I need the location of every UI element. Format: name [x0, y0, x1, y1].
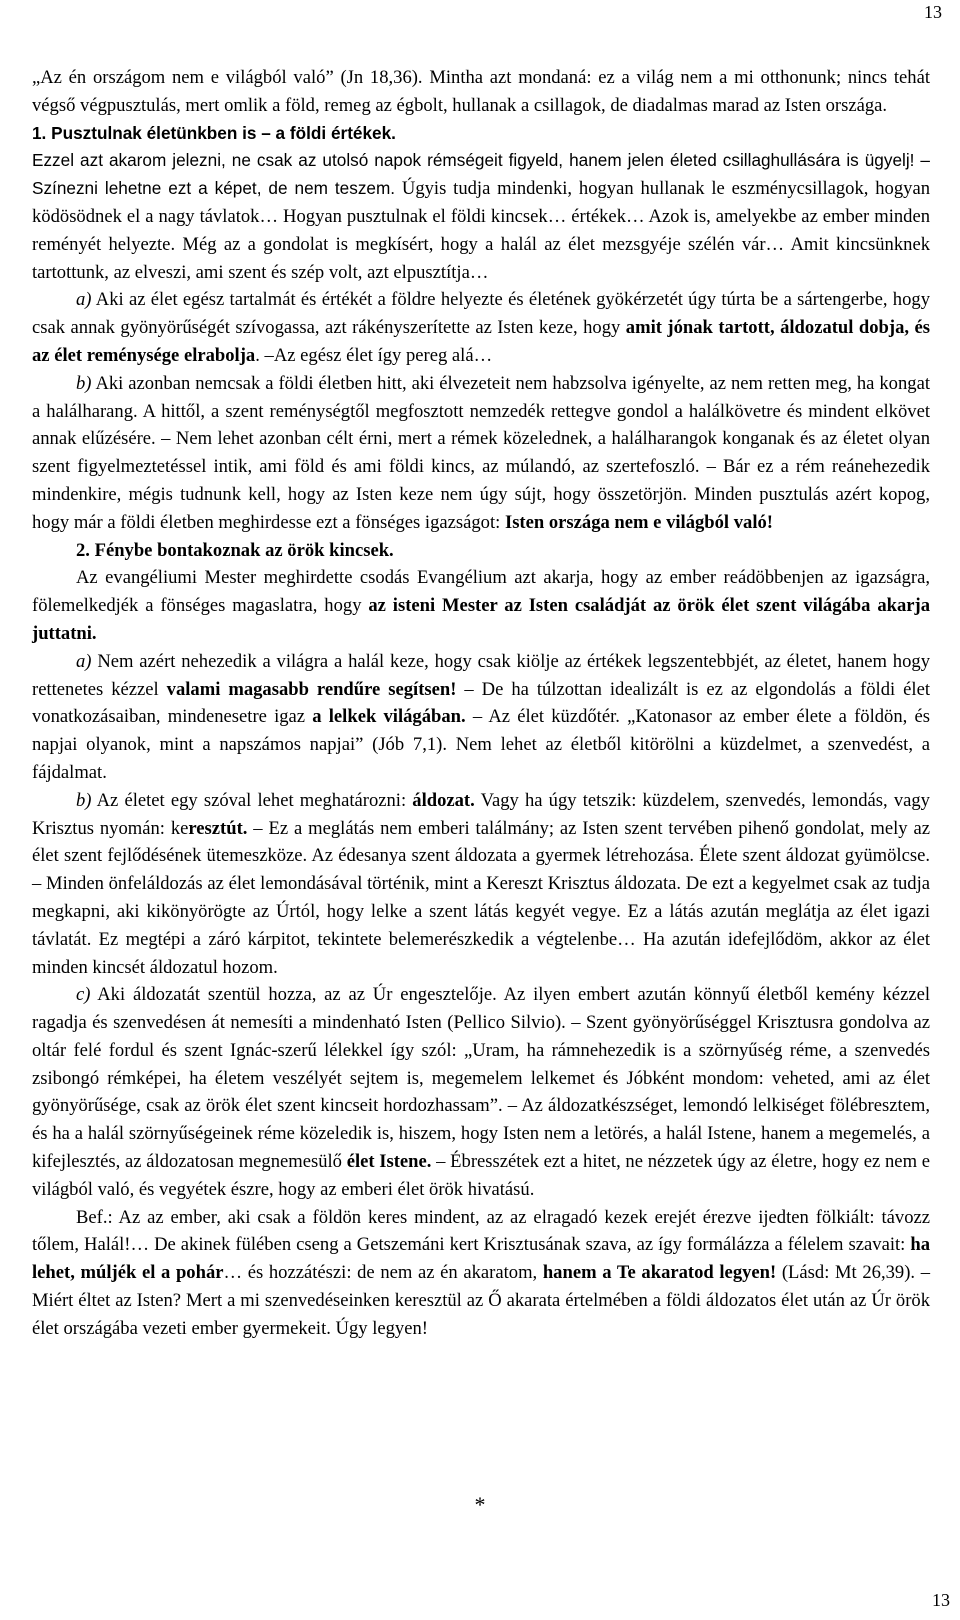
text-run: Az evangéliumi Mester meghirdette csodás Evangélium azt akarja, hogy az ember reádöbbenjen az igazságra, fölemelkedjék a fönséges magaslatra, hogy — [32, 567, 930, 617]
text-run: – Ez a meglátás nem emberi találmány; az Isten szent tervében pihenő gondolat, mely az élet szent fejlődésének ütemeszköze. Az édesanya szent áldozata a gyermek létrehozása. Élete szent áldozat gyümölcse. – Minden önfeláldozás az élet lemondásával történik, mint a Kereszt Krisztus áldozata. De ezt a kegyelmet csak az tudja megkapni, aki kikönyörögte az Úrtól, hogy lelke a szent látás kegyét vegye. Ez a látás azután meglátja az élet igazi távlatát. Ez megtépi a záró kárpitot, tekintete belemerészkedik a végtelenbe… Ha azután idefejlődöm, akkor az élet minden kincsét áldozatul hozom. — [32, 817, 930, 978]
text-run: ha lehet, múljék el a pohár — [32, 1234, 930, 1284]
text-run: az isteni Mester az Isten családját az örök élet szent világába akarja juttatni. — [32, 595, 930, 644]
text-run: … és hozzátészi: de nem az én akaratom, — [223, 1262, 543, 1284]
paragraph-p-b — [32, 370, 930, 537]
text-run: b) — [76, 372, 92, 394]
paragraph-p-section-2 — [32, 564, 930, 647]
text-run: Nem azért nehezedik a világra a halál keze, hogy csak kiölje az értékek legszentebbjét, az életet, hanem hogy rettenetes kézzel — [32, 650, 930, 700]
document-body — [32, 64, 930, 1343]
text-run: – De ha túlzottan idealizált is ez az elgondolás a földi élet vonatkozásaiban, mindenesetre igaz — [32, 678, 930, 728]
text-run: áldozat. — [412, 789, 475, 811]
text-run: Vagy ha úgy tetszik: küzdelem, szenvedés, lemondás, vagy Krisztus nyomán: ke — [32, 789, 930, 839]
text-run: 2. Fénybe bontakoznak az örök kincsek. — [76, 539, 394, 561]
paragraph-p-2c — [32, 981, 930, 1203]
paragraph-p-a — [32, 286, 930, 369]
text-run: Aki áldozatát szentül hozza, az az Úr engesztelője. Az ilyen embert azután könnyű életből kemény kézzel ragadja és szenvedésen át nemesíti a mindenható Isten (Pellico Silvio). – Szent gyönyörűséggel Krisztusra gondolva az oltár felé fordul és szent Ignác-szerű lélekkel így szól: „Uram, ha rámnehezedik is a szörnyűség réme, a szenvedés zsibongó rémképei, ha életem veszélyét sejtem is, megemelem lelkemet és Jóbként mondom: veheted, ami az élet gyönyörűsége, csak az örök élet szent kincseit hordozhassam”. – Az áldozatkészséget, lemondó lelkiséget fölébresztem, és ha a halál szörnyűségeinek réme közeledik is, hiszem, hogy Isten nem a letörés, a halál Istene, hanem a megemelés, a kifejlesztés, az áldozatosan megnemesülő — [32, 984, 930, 1173]
text-run: b) — [76, 789, 92, 811]
text-run: „Az én országom nem e világból való” (Jn 18,36). Mintha azt mondaná: ez a világ nem a mi otthonunk; nincs tehát végső végpusztulás, mert omlik a föld, remeg az égbolt, hullanak a csillagok, de diadalmas marad az Isten országa. — [32, 67, 930, 116]
text-run: a) — [76, 650, 92, 672]
paragraph-p-section-1 — [32, 147, 930, 286]
paragraph-p-2b — [32, 787, 930, 982]
page-number-bottom: 13 — [932, 1590, 950, 1610]
text-run: Úgyis tudja mindenki, hogyan hullanak le eszménycsillagok, hogyan ködösödnek el a nagy távlatok… Hogyan pusztulnak el földi kincsek… értékek… Azok is, amelyekbe az ember minden reményét helyezte. Még az a gondolat is megkísért, hogy a halál az élet mezsgyéje szélén vár… Amit kincsünknek tartottunk, az elveszi, ami szent és szép volt, azt elpusztítja… — [32, 178, 930, 283]
text-run: Aki az élet egész tartalmát és értékét a földre helyezte és életének gyökérzetét úgy túrta be a sártengerbe, hogy csak annak gyönyörűségét szívogassa, azt rákényszerítette az Isten keze, hogy — [32, 289, 930, 339]
text-run: amit jónak tartott, áldozatul dobja, és az élet reménysége elrabolja — [32, 317, 931, 366]
paragraph-intro — [32, 64, 930, 120]
paragraph-heading-1 — [32, 120, 930, 148]
section-separator: * — [474, 1492, 486, 1517]
page-number-top: 13 — [924, 2, 942, 22]
paragraph-p-2a — [32, 648, 930, 787]
text-run: Az életet egy szóval lehet meghatározni: — [91, 789, 413, 811]
text-run: a lelkek világában. — [312, 706, 466, 728]
text-run: (Lásd: Mt 26,39). – Miért éltet az Isten? Mert a mi szenvedéseinken keresztül az Ő akarata értelmében a földi áldozatos élet után az Úr örök élet országába vezeti ember gyermekeit. Úgy legyen! — [32, 1262, 930, 1339]
text-run: Isten országa nem e világból való! — [504, 511, 773, 533]
text-run: resztút. — [188, 817, 248, 839]
text-run: 1. Pusztulnak életünkben is – a földi értékek. — [32, 122, 396, 143]
text-run: . –Az egész élet így pereg alá… — [255, 344, 493, 366]
text-run: – Az élet küzdőtér. „Katonasor az ember élete a földön, és napjai olyanok, mint a napszámos napjai” (Jób 7,1). Nem lehet az életből kitörölni a küzdelmet, a szenvedést, a fájdalmat. — [32, 706, 930, 783]
paragraph-heading-2 — [32, 537, 930, 565]
text-run: Bef.: Az az ember, aki csak a földön keres mindent, az az elragadó kezek erejét érezve ijedten fölkiált: távozz tőlem, Halál!… De akinek fülében cseng a Getszemáni kert Krisztusának szava, az így formálázza a félelem szavait: — [32, 1206, 930, 1256]
text-run: élet Istene. — [346, 1151, 432, 1173]
paragraph-p-bef — [32, 1204, 930, 1343]
text-run: Aki azonban nemcsak a földi életben hitt, aki élvezeteit nem habzsolva igényelte, az nem retten meg, ha kongat a halálharang. A hittől, a szent reménységtől megfosztott nemzedék rettegve gondol a halálkövetre és mindent elkövet annak elűzésére. – Nem lehet azonban célt érni, mert a rémek közelednek, a halálharangok konganak és az életet olyan szent figyelmeztetéssel intik, ami föld és ami földi kincs, az múlandó, az szertefoszló. – Bár ez a rém reánehezedik mindenkire, mégis tudnunk kell, hogy az Isten keze nem úgy sújt, hogy összetörjön. Minden pusztulás azért kopog, hogy már a földi életben meghirdesse ezt a fönséges igazságot: — [32, 372, 930, 533]
text-run: Ezzel azt akarom jelezni, ne csak az utolsó napok rémségeit figyeld, hanem jelen életed csillaghullására is ügyelj! –Színezni lehetne ezt a képet, de nem teszem. — [32, 150, 930, 199]
text-run: – Ébresszétek ezt a hitet, ne nézzetek úgy az életre, hogy ez nem e világból való, és vegyétek észre, hogy az emberi élet örök hivatású. — [32, 1151, 930, 1200]
text-run: valami magasabb rendűre segítsen! — [166, 678, 457, 700]
text-run: hanem a Te akaratod legyen! — [542, 1262, 777, 1284]
text-run: c) — [76, 984, 91, 1006]
text-run: a) — [76, 289, 92, 311]
